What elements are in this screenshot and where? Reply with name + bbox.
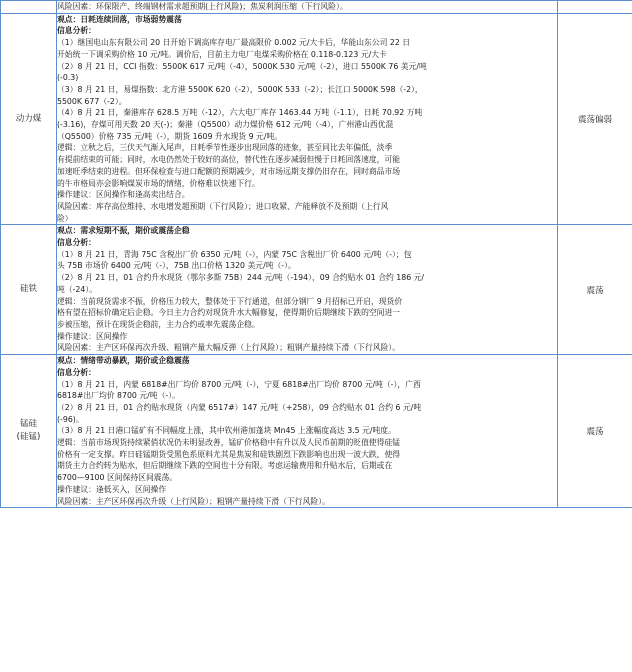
analysis-line: 风险因素：主产区环保再次升级、粗钢产量大幅反弹（上行风险）；粗钢产量持续下滑（下行风险）。 bbox=[57, 343, 401, 353]
analysis-line: （1）继国电山东有限公司 20 日开始下调高库存电厂最高限价 0.002 元/大卡后，华能山东公司 22 日 bbox=[57, 38, 411, 48]
analysis-line: 6700—9100 区间保持区间震荡。 bbox=[57, 473, 178, 483]
analysis-line: 6818#出厂均价 8700 元/吨（-）。 bbox=[57, 391, 180, 401]
analysis-line: 加速旺季结束的进程。但环保检查与进口配额的预期减少，对市场远期支撑仍旧存在，同时商品市场 bbox=[57, 166, 401, 176]
outlook-label: 震荡偏弱 bbox=[577, 115, 612, 126]
analysis-line: (-3.16)，存煤可用天数 20 天(-)；秦港（Q5500）动力煤价格 612 元/吨（-4），广州港山西优混 bbox=[57, 120, 394, 130]
analysis-line: （3）8 月 21 日港口锰矿有不同幅度上涨，其中钦州港加蓬块 Mn45 上涨幅度高达 3.5 元/吨度。 bbox=[57, 426, 396, 436]
analysis-line: 5500K 677（-2）。 bbox=[57, 96, 127, 106]
analysis-line: 操作建议：区间操作 bbox=[57, 331, 128, 341]
outlook-cell bbox=[558, 225, 632, 355]
analysis-line: 风险因素：环保限产、终端钢材需求超预期(上行风险)；焦炭利润压缩（下行风险）。 bbox=[57, 2, 348, 11]
analysis-line: 格有望在招标价确定后企稳。今日主力合约对现货升水大幅修复，使得期价后期继续下跌的空间进一 bbox=[57, 308, 401, 318]
analysis-line: 逻辑：当前现货需求不振，价格压力较大，整体处于下行通道，但部分钢厂 9 月招标已开启，现货价 bbox=[57, 296, 403, 306]
table-row bbox=[1, 13, 632, 225]
section-heading: 观点：需求短期不振，期价或震荡企稳 bbox=[57, 226, 190, 236]
analysis-line: （2）8 月 21 日，01 合约贴水现货（内蒙 6517#）147 元/吨（+258），09 合约贴水 01 合约 6 元/吨 bbox=[57, 402, 422, 412]
analysis-line: 的牛市格局亦会影响煤炭市场的情绪，价格难以快速下行。 bbox=[57, 178, 260, 188]
analysis-line: 逻辑：立秋之后，三伏天气渐入尾声，日耗季节性逐步出现回落的迹象，甚至同比去年偏低，淡季 bbox=[57, 143, 393, 153]
table-row bbox=[1, 355, 632, 508]
commodity-name-cell bbox=[1, 355, 57, 508]
analysis-line: (-96)。 bbox=[57, 414, 84, 424]
section-heading: 信息分析： bbox=[57, 26, 96, 36]
table-row bbox=[1, 1, 632, 14]
commodity-name: 硅铁 bbox=[19, 284, 37, 295]
analysis-cell bbox=[57, 13, 558, 225]
section-heading: 信息分析： bbox=[57, 367, 96, 377]
outlook-cell bbox=[558, 1, 632, 14]
section-heading: 观点：日耗连续回落，市场弱势震荡 bbox=[57, 14, 182, 24]
outlook-label: 震荡 bbox=[586, 285, 604, 296]
analysis-cell bbox=[57, 225, 558, 355]
table-row bbox=[1, 225, 632, 355]
analysis-line: 价格有一定支撑。昨日硅锰期货受黑色系原料尤其是焦炭和硅铁剧烈下跌影响也出现一波大跌，使得 bbox=[57, 449, 401, 459]
outlook-label: 震荡 bbox=[586, 427, 604, 438]
analysis-line: （1）8 月 21 日，青海 75C 含税出厂价 6350 元/吨（-），内蒙 75C 含税出厂价 6400 元/吨（-）；包 bbox=[57, 249, 412, 259]
analysis-line: 开始统一下调采购价格 10 元/吨。调价后，目前主力电厂电煤采购价格在 0.118-0.123 元/大卡 bbox=[57, 49, 387, 59]
analysis-line: （3）8 月 21 日，易煤指数：北方港 5500K 620（-2），5000K 533（-2）；长江口 5000K 598（-2）， bbox=[57, 84, 423, 94]
analysis-cell bbox=[57, 1, 558, 14]
analysis-line: （4）8 月 21 日，秦港库存 628.5 万吨（-12），六大电厂库存 1463.44 万吨（-1.1），日耗 70.92 万吨 bbox=[57, 108, 423, 118]
analysis-line: 逻辑：当前市场现货持续紧俏状况仍未明显改善，锰矿价格稳中有升以及人民币前期的贬值使得硅锰 bbox=[57, 438, 401, 448]
analysis-line: （1）8 月 21 日，内蒙 6818#出厂均价 8700 元/吨（-），宁夏 6818#出厂均价 8700 元/吨（-），广西 bbox=[57, 379, 421, 389]
analysis-line: 吨（-24）。 bbox=[57, 284, 98, 294]
commodity-name: 动力煤 bbox=[15, 113, 42, 124]
analysis-line: (-0.3) bbox=[57, 73, 79, 83]
analysis-line: （2）8 月 21 日，CCI 指数：5500K 617 元/吨（-4），5000K 530 元/吨（-2），进口 5500K 76 美元/吨 bbox=[57, 61, 427, 71]
commodity-name: (硅锰) bbox=[16, 432, 41, 443]
analysis-line: 风险因素：主产区环保再次升级（上行风险）；粗钢产量持续下滑（下行风险）。 bbox=[57, 496, 330, 506]
commodity-name-cell bbox=[1, 13, 57, 225]
analysis-line: 风险因素：库存高位维持、水电增发超预期（下行风险）；进口收紧、产能释放不及预期（上行风 bbox=[57, 201, 389, 211]
analysis-line: （Q5500）价格 735 元/吨（-），期货 1609 升水现货 9 元/吨。 bbox=[57, 131, 283, 141]
outlook-cell bbox=[558, 13, 632, 225]
analysis-line: 有提前结束的可能；同时，水电仍然处于较好的高位，替代性在逐步减弱但慢于日耗回落速度，可能 bbox=[57, 155, 401, 165]
outlook-cell bbox=[558, 355, 632, 508]
commodity-name-cell bbox=[1, 1, 57, 14]
analysis-line: 步被压缩，预计在现货企稳前，主力合约或率先震荡企稳。 bbox=[57, 319, 260, 329]
report-body bbox=[1, 1, 632, 508]
analysis-line: 操作建议：逢低买入，区间操作 bbox=[57, 484, 167, 494]
section-heading: 信息分析： bbox=[57, 238, 96, 248]
analysis-line: 头 75B 市场价 6400 元/吨（-），75B 出口价格 1320 美元/吨（-）。 bbox=[57, 261, 296, 271]
analysis-line: 险） bbox=[57, 213, 73, 223]
commodity-name: 锰硅 bbox=[19, 419, 37, 430]
commodity-name-cell bbox=[1, 225, 57, 355]
analysis-line: 操作建议：区间操作和逢高卖出结合。 bbox=[57, 190, 190, 200]
analysis-line: 期货主力合约转为贴水，但后期继续下跌的空间也十分有限。考虑运输费用和升贴水后，后期或在 bbox=[57, 461, 393, 471]
section-heading: 观点：情绪带动暴跌，期价或企稳震荡 bbox=[57, 356, 190, 366]
analysis-cell bbox=[57, 355, 558, 508]
analysis-line: （2）8 月 21 日，01 合约升水现货（鄂尔多斯 75B）244 元/吨（-194），09 合约贴水 01 合约 186 元/ bbox=[57, 273, 425, 283]
